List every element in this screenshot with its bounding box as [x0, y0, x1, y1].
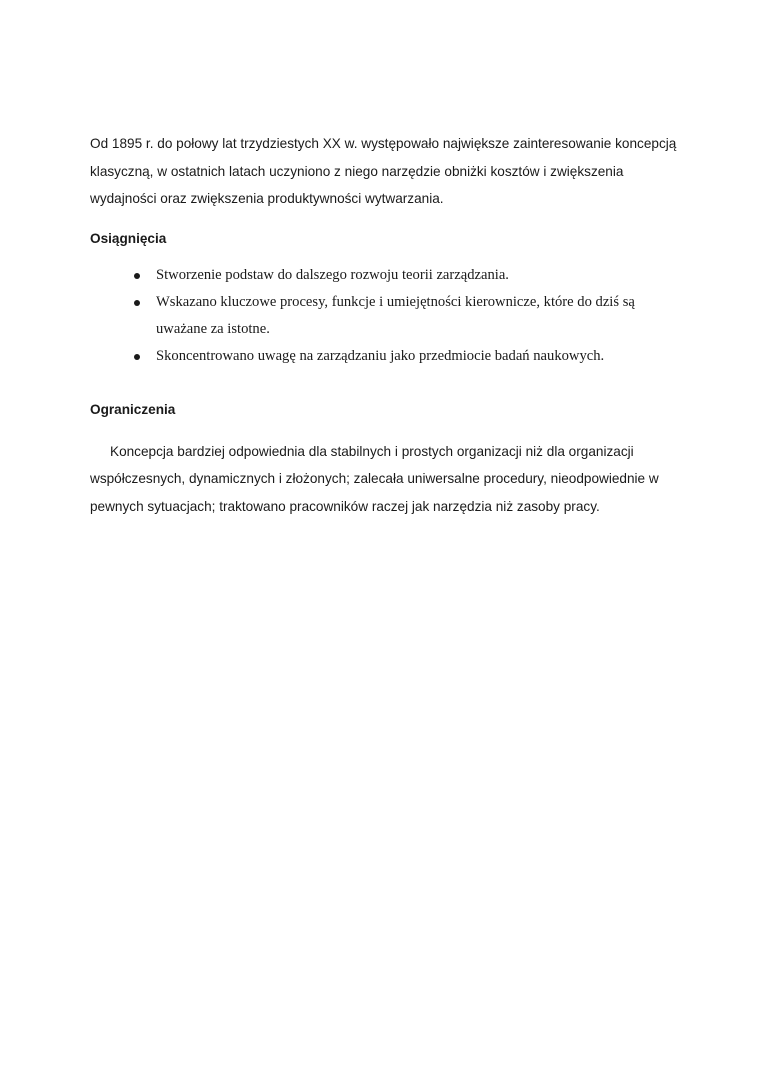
achievements-heading: Osiągnięcia: [90, 230, 167, 246]
bullet-icon: [134, 300, 140, 306]
document-content: [90, 130, 680, 520]
intro-paragraph: Od 1895 r. do połowy lat trzydziestych XX w. występowało największe zainteresowanie koncepcją klasyczną, w ostatnich latach uczyniono z niego narzędzie obniżki kosztów i zwiększenia wydajności oraz zwiększenia produktywności wytwarzania.: [90, 136, 677, 206]
achievements-list: [90, 262, 680, 370]
list-item-text: Skoncentrowano uwagę na zarządzaniu jako przedmiocie badań naukowych.: [156, 348, 605, 364]
bullet-icon: [134, 354, 140, 360]
limitations-paragraph: Koncepcja bardziej odpowiednia dla stabilnych i prostych organizacji niż dla organizacji współczesnych, dynamicznych i złożonych; zalecała uniwersalne procedury, nieodpowiednie w pewnych sytuacjach; traktowano pracowników raczej jak narzędzia niż zasoby pracy.: [90, 443, 659, 514]
list-item-text: Wskazano kluczowe procesy, funkcje i umiejętności kierownicze, które do dziś są uważane za istotne.: [156, 294, 635, 337]
bullet-icon: [134, 273, 140, 279]
limitations-heading: Ograniczenia: [90, 402, 176, 417]
list-item: [90, 289, 680, 343]
list-item: [90, 343, 680, 370]
list-item: [90, 262, 680, 289]
list-item-text: Stworzenie podstaw do dalszego rozwoju teorii zarządzania.: [156, 267, 509, 283]
